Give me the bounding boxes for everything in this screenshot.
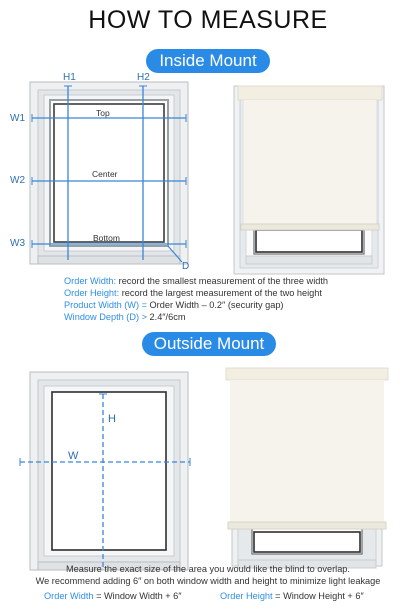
label-w: W (68, 450, 79, 462)
label-bottom: Bottom (93, 233, 120, 243)
inside-mount-badge: Inside Mount (146, 49, 270, 73)
label-w3: W3 (10, 238, 25, 249)
label-w2: W2 (10, 175, 25, 186)
note-order-width: Order Width: record the smallest measurement of the three width (64, 276, 329, 286)
label-w1: W1 (10, 113, 25, 124)
note-product-width: Product Width (W) = Order Width – 0.2″ (security gap) (64, 300, 284, 310)
label-h1: H1 (63, 72, 76, 83)
page-title: HOW TO MEASURE (88, 6, 328, 34)
note-order-height: Order Height: record the largest measurement of the two height (64, 288, 322, 298)
outside-note-1: Measure the exact size of the area you would like the blind to overlap. (66, 564, 350, 574)
label-top: Top (96, 108, 110, 118)
note-window-depth: Window Depth (D) > 2.4″/6cm (64, 312, 186, 322)
inside-blind-illustration (234, 86, 384, 274)
label-h2: H2 (137, 72, 150, 83)
outside-mount-badge: Outside Mount (142, 332, 276, 356)
formula-order-width: Order Width = Window Width + 6″ (44, 591, 182, 601)
outside-note-2: We recommend adding 6″ on both window width and height to minimize light leakage (35, 576, 381, 586)
formula-order-height: Order Height = Window Height + 6″ (220, 591, 364, 601)
outside-blind-illustration (226, 368, 388, 568)
label-h: H (108, 413, 116, 425)
label-d: D (182, 261, 190, 272)
outside-window-frame (30, 372, 188, 570)
label-center: Center (92, 169, 118, 179)
outside-mount-diagram (0, 362, 416, 572)
